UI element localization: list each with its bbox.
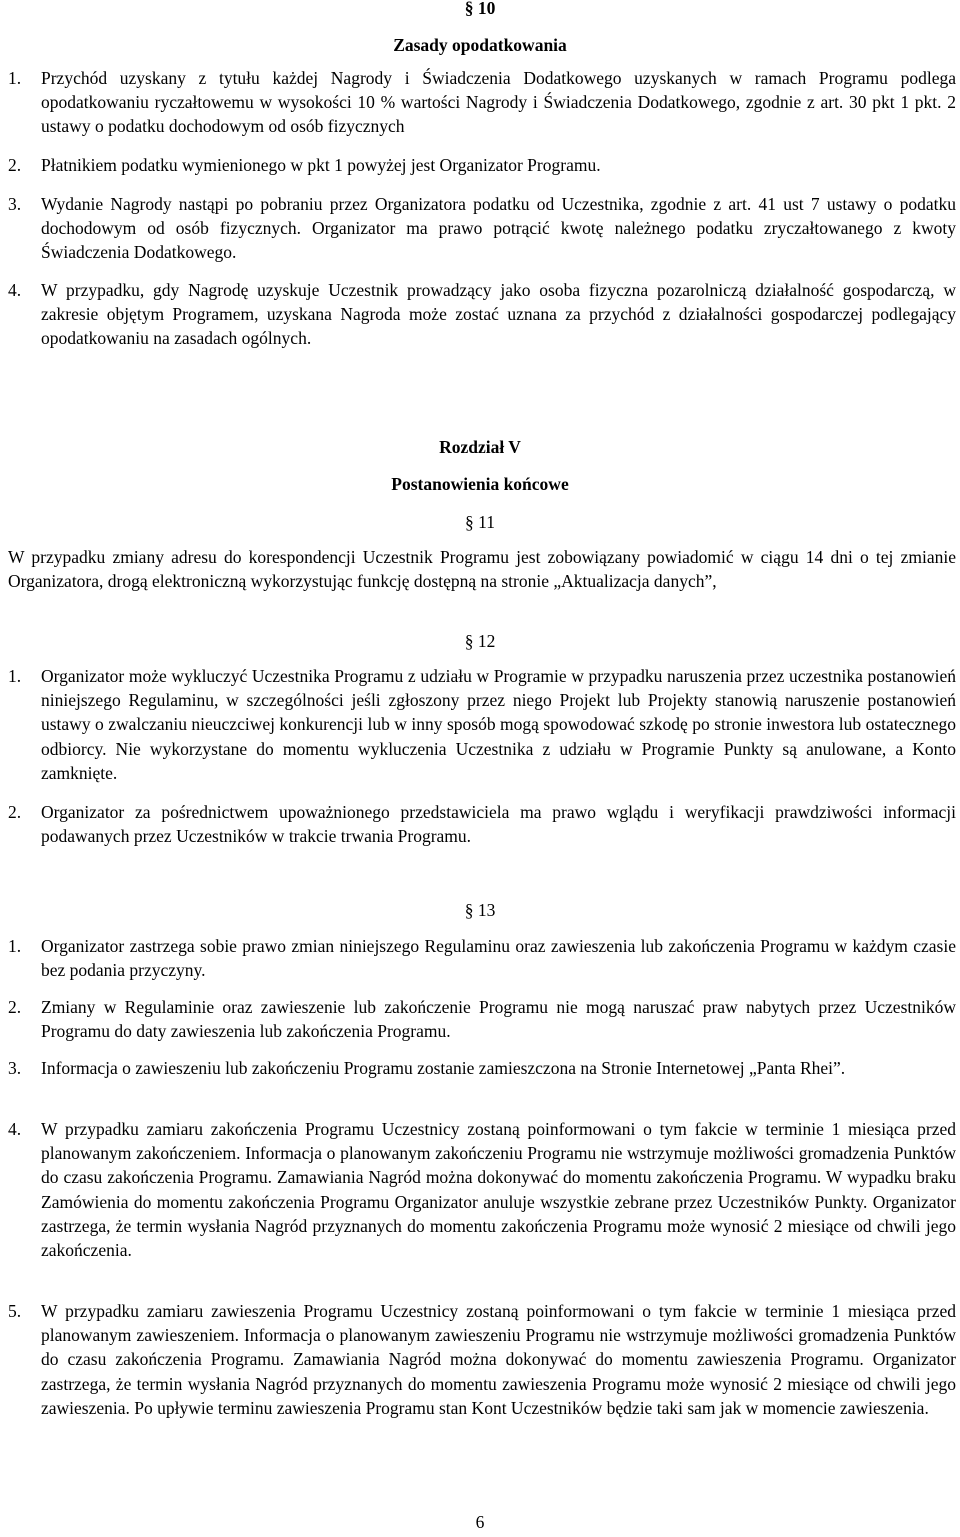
item-text: W przypadku, gdy Nagrodę uzyskuje Uczestnik prowadzący jako osoba fizyczna pozarolniczą działalność gospodarczą, w zakresie objętym Programem, uzyskana Nagroda może zostać uznana za przychód z działalności gospodarczej podlegający opodatkowaniu na zasadach ogólnych. bbox=[41, 280, 956, 349]
chapter-subtitle: Postanowienia końcowe bbox=[391, 474, 569, 494]
section-13-item-5 bbox=[8, 1299, 956, 1420]
section-10-item-3 bbox=[8, 192, 956, 265]
item-number: 1. bbox=[8, 936, 22, 956]
item-text: Informacja o zawieszeniu lub zakończeniu Programu zostanie zamieszczona na Stronie Internetowej „Panta Rhei”. bbox=[41, 1058, 846, 1078]
chapter-title: Rozdział V bbox=[439, 437, 521, 457]
item-number: 5. bbox=[8, 1301, 22, 1321]
section-13-item-1 bbox=[8, 934, 956, 982]
item-number: 4. bbox=[8, 1119, 22, 1139]
item-number: 1. bbox=[8, 666, 22, 686]
section-11-text: W przypadku zmiany adresu do korespondencji Uczestnik Programu jest zobowiązany powiadomić w ciągu 14 dni o tej zmianie Organizatora, drogą elektroniczną wykorzystując funkcję dostępną na stronie „Aktualizacja danych”, bbox=[8, 547, 956, 592]
section-13-item-4 bbox=[8, 1117, 956, 1262]
section-10-mark: § 10 bbox=[464, 0, 496, 18]
item-text: Płatnikiem podatku wymienionego w pkt 1 powyżej jest Organizator Programu. bbox=[41, 155, 601, 175]
section-12-item-1 bbox=[8, 664, 956, 785]
section-10-item-1 bbox=[8, 66, 956, 139]
item-text: Organizator może wykluczyć Uczestnika Programu z udziału w Programie w przypadku naruszenia przez uczestnika postanowień niniejszego Regulaminu, w szczególności jeśli zgłoszony przez niego Projekt lub Projekty stanowią naruszenie postanowień ustawy o zwalczaniu nieuczciwej konkurencji lub w inny sposób mogą spowodować szkodę po stronie inwestora lub ostatecznego odbiorcy. Nie wykorzystane do momentu wykluczenia Uczestnika z udziału w Programie Punkty są anulowane, a Konto zamknięte. bbox=[41, 666, 956, 783]
item-text: W przypadku zamiaru zakończenia Programu Uczestnicy zostaną poinformowani o tym fakcie w terminie 1 miesiąca przed planowanym zakończeniem. Informacja o planowanym zakończeniu Programu nie wstrzymuje możliwości gromadzenia Punktów do czasu zakończenia Programu. Zamawiania Nagród można dokonywać do momentu zakończenia Programu. W wypadku braku Zamówienia do momentu zakończenia Programu Organizator anuluje wszystkie zebrane przez Uczestników Punkty. Organizator zastrzega, że termin wysłania Nagród przyznanych do momentu zakończenia Programu może wynosić 2 miesiące od chwili jego zakończenia. bbox=[41, 1119, 956, 1261]
section-12-mark: § 12 bbox=[464, 631, 496, 651]
item-number: 2. bbox=[8, 155, 22, 175]
item-number: 1. bbox=[8, 68, 22, 88]
item-number: 3. bbox=[8, 194, 22, 214]
item-number: 3. bbox=[8, 1058, 22, 1078]
page-number: 6 bbox=[475, 1512, 485, 1532]
section-13-item-2 bbox=[8, 995, 956, 1043]
item-number: 2. bbox=[8, 802, 22, 822]
section-13-mark: § 13 bbox=[464, 900, 496, 920]
section-13-item-3 bbox=[8, 1056, 956, 1080]
item-text: Organizator zastrzega sobie prawo zmian niniejszego Regulaminu oraz zawieszenia lub zakończenia Programu w każdym czasie bez podania przyczyny. bbox=[41, 936, 956, 981]
item-number: 4. bbox=[8, 280, 22, 300]
item-text: Zmiany w Regulaminie oraz zawieszenie lub zakończenie Programu nie mogą naruszać praw nabytych przez Uczestników Programu do daty zawieszenia lub zakończenia Programu. bbox=[41, 997, 956, 1042]
item-text: Przychód uzyskany z tytułu każdej Nagrody i Świadczenia Dodatkowego uzyskanych w ramach Programu podlega opodatkowaniu ryczałtowemu w wysokości 10 % wartości Nagrody i Świadczenia Dodatkowego, zgodnie z art. 30 pkt 1 pkt. 2 ustawy o podatku dochodowym od osób fizycznych bbox=[41, 68, 956, 137]
section-11-mark: § 11 bbox=[465, 512, 495, 532]
section-10-item-4 bbox=[8, 278, 956, 351]
section-12-item-2 bbox=[8, 800, 956, 848]
item-text: Wydanie Nagrody nastąpi po pobraniu przez Organizatora podatku od Uczestnika, zgodnie z art. 41 ust 7 ustawy o podatku dochodowym od osób fizycznych. Organizator ma prawo potrącić kwotę należnego podatku zryczałtowanego z kwoty Świadczenia Dodatkowego. bbox=[41, 194, 956, 263]
item-text: Organizator za pośrednictwem upoważnionego przedstawiciela ma prawo wglądu i weryfikacji prawdziwości informacji podawanych przez Uczestników w trakcie trwania Programu. bbox=[41, 802, 956, 847]
section-10-item-2 bbox=[8, 153, 956, 177]
item-number: 2. bbox=[8, 997, 22, 1017]
section-10-title: Zasady opodatkowania bbox=[393, 35, 567, 55]
item-text: W przypadku zamiaru zawieszenia Programu Uczestnicy zostaną poinformowani o tym fakcie w terminie 1 miesiąca przed planowanym zawieszeniem. Informacja o planowanym zawieszeniu Programu nie wstrzymuje możliwości gromadzenia Punktów do czasu zakończenia Programu. Zamawiania Nagród można dokonywać do momentu zawieszenia Programu. Organizator zastrzega, że termin wysłania Nagród przyznanych do momentu zawieszenia Programu może wynosić 2 miesiące od chwili jego zawieszenia. Po upływie terminu zawieszenia Programu stan Kont Uczestników będzie taki sam jak w momencie zawieszenia. bbox=[41, 1301, 956, 1418]
